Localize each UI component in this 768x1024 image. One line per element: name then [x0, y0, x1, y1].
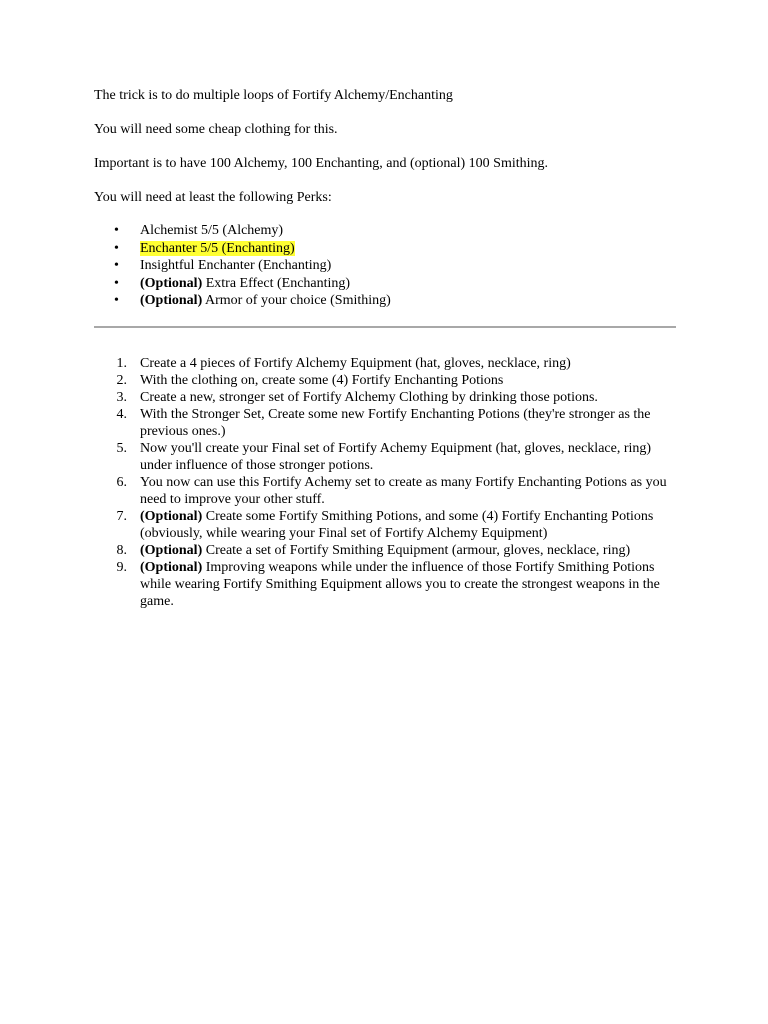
- step-number: 2.: [116, 372, 127, 388]
- perk-label: Insightful Enchanter (Enchanting): [140, 258, 332, 273]
- step-list-item: [94, 508, 679, 542]
- step-list-item: [94, 406, 679, 440]
- step-number: 3.: [116, 389, 127, 405]
- step-number: 1.: [116, 355, 127, 371]
- step-number: 5.: [116, 440, 127, 456]
- step-number: 6.: [116, 474, 127, 490]
- perk-list-item: [94, 240, 679, 258]
- optional-label: (Optional): [140, 542, 203, 558]
- step-list-item: [94, 355, 679, 372]
- step-list-item: [94, 542, 679, 559]
- step-number: 8.: [116, 542, 127, 558]
- step-text: Improving weapons while under the influence of those Fortify Smithing Potions while wearing Fortify Smithing Equipment allows you to create the strongest weapons in the game.: [140, 559, 664, 609]
- optional-label: (Optional): [140, 559, 203, 575]
- step-text: You now can use this Fortify Achemy set to create as many Fortify Enchanting Potions as you need to improve your other stuff.: [140, 474, 671, 507]
- bullet-icon: •: [114, 275, 119, 291]
- steps-list: [94, 355, 679, 610]
- perk-label: Armor of your choice (Smithing): [202, 293, 391, 308]
- step-text: Create a new, stronger set of Fortify Alchemy Clothing by drinking those potions.: [140, 389, 598, 405]
- step-number: 7.: [116, 508, 127, 524]
- step-number: 9.: [116, 559, 127, 575]
- perks-heading: You will need at least the following Perks:: [94, 190, 332, 205]
- perk-text: [140, 223, 283, 238]
- perk-label: Enchanter 5/5 (Enchanting): [140, 240, 295, 256]
- bullet-icon: •: [114, 223, 119, 238]
- perk-text: [140, 293, 391, 308]
- intro-paragraph-2: You will need some cheap clothing for this.: [94, 122, 338, 137]
- perk-list-item: [94, 275, 679, 293]
- bullet-icon: •: [114, 258, 119, 273]
- intro-paragraph-3: Important is to have 100 Alchemy, 100 Enchanting, and (optional) 100 Smithing.: [94, 156, 549, 171]
- perk-text: [140, 241, 295, 256]
- step-number: 4.: [116, 406, 127, 422]
- bullet-icon: •: [114, 240, 119, 256]
- step-text: Create a set of Fortify Smithing Equipment (armour, gloves, necklace, ring): [202, 542, 631, 558]
- perk-text: [140, 258, 331, 273]
- perk-text: [140, 276, 350, 291]
- perk-label: Extra Effect (Enchanting): [202, 275, 351, 291]
- step-text: With the clothing on, create some (4) Fortify Enchanting Potions: [140, 372, 504, 388]
- optional-label: (Optional): [140, 275, 203, 291]
- document-page: [94, 86, 679, 610]
- step-list-item: [94, 389, 679, 406]
- horizontal-rule: [94, 326, 676, 328]
- perk-list-item: [94, 222, 679, 240]
- intro-paragraph-1: The trick is to do multiple loops of Fortify Alchemy/Enchanting: [94, 88, 453, 103]
- optional-label: (Optional): [140, 293, 203, 308]
- perk-list-item: [94, 257, 679, 275]
- step-list-item: [94, 559, 679, 610]
- perk-list-item: [94, 292, 679, 310]
- step-list-item: [94, 440, 679, 474]
- perk-label: Alchemist 5/5 (Alchemy): [140, 223, 284, 238]
- step-text: Create a 4 pieces of Fortify Alchemy Equipment (hat, gloves, necklace, ring): [140, 355, 571, 371]
- step-list-item: [94, 474, 679, 508]
- bullet-icon: •: [114, 293, 119, 308]
- step-text: Now you'll create your Final set of Fortify Achemy Equipment (hat, gloves, necklace, ring) under influence of those stronger potions.: [140, 440, 655, 473]
- step-list-item: [94, 372, 679, 389]
- step-text: With the Stronger Set, Create some new Fortify Enchanting Potions (they're stronger as the previous ones.): [140, 406, 655, 439]
- perks-list: [94, 222, 679, 310]
- step-text: Create some Fortify Smithing Potions, and some (4) Fortify Enchanting Potions (obviously, while wearing your Final set of Fortify Alchemy Equipment): [140, 508, 657, 541]
- optional-label: (Optional): [140, 508, 203, 524]
